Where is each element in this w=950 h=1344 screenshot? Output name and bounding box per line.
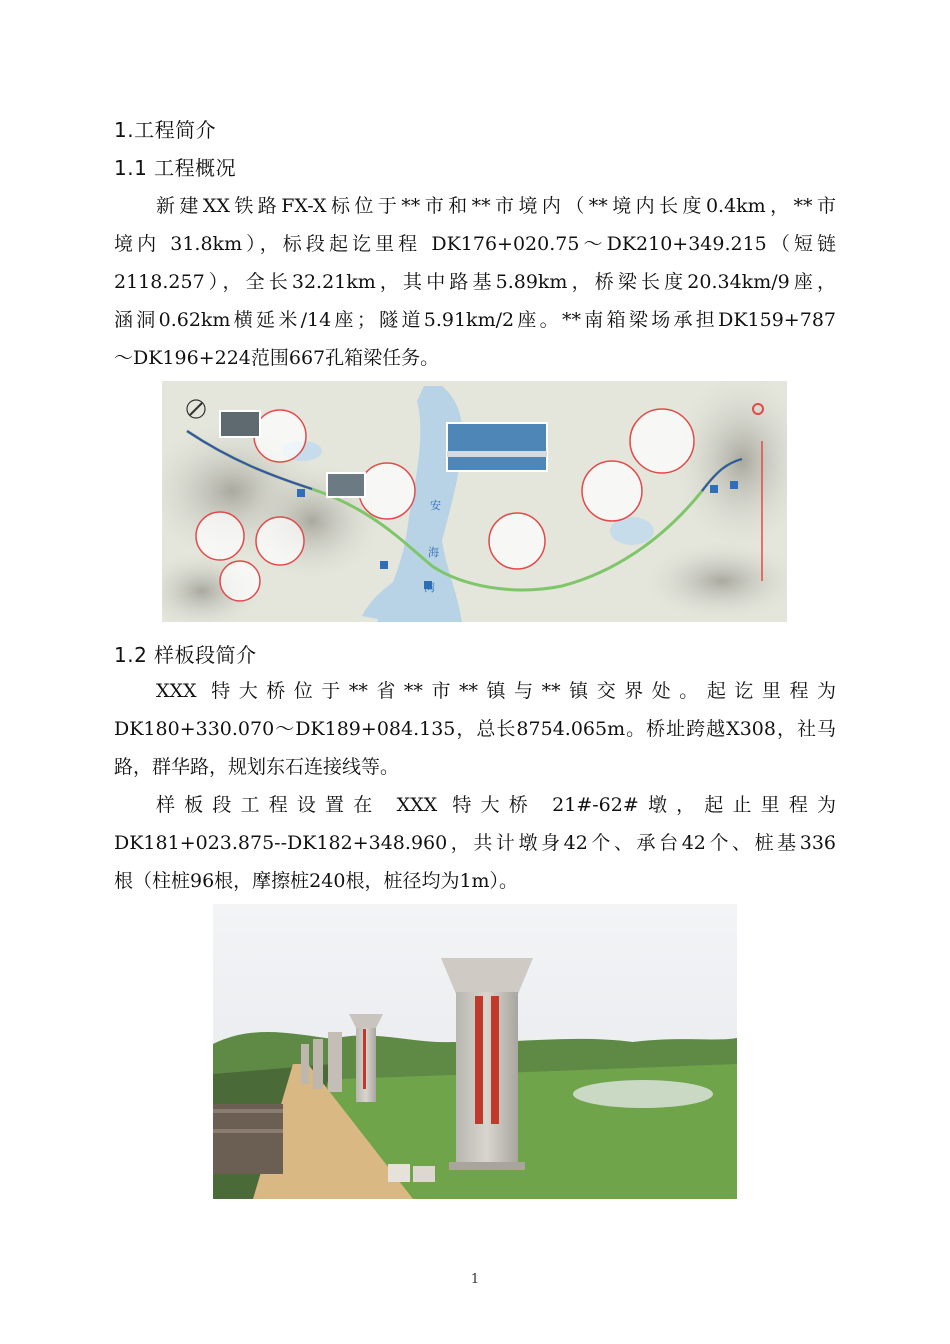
bridge-intro-line: XXX 特大桥位于**省**市**镇与**镇交界处。起讫里程为 [156, 680, 836, 702]
section-heading-1-1: 1.1 工程概况 [114, 156, 237, 180]
pier-construction-photo [213, 904, 737, 1199]
bridge-intro-paragraph [114, 672, 836, 786]
route-map-image [162, 381, 787, 622]
sample-section-line: 根（柱桩96根，摩擦桩240根，桩径均为1m）。 [114, 870, 519, 892]
overview-line: 2118.257），全长32.21km，其中路基5.89km，桥梁长度20.34km/9座， [114, 271, 836, 293]
section-heading-1-2: 1.2 样板段简介 [114, 643, 257, 667]
overview-paragraph [114, 187, 836, 377]
bridge-intro-line: DK180+330.070～DK189+084.135，总长8754.065m。桥址跨越X308，社马 [114, 718, 836, 740]
overview-line: 新建XX铁路FX-X标位于**市和**市境内（**境内长度0.4km，**市 [156, 195, 836, 217]
map-label-bay-1: 安 [430, 499, 441, 512]
map-label-bay-3: 湾 [424, 581, 435, 594]
section-heading-1: 1.工程简介 [114, 118, 217, 142]
overview-line: ～DK196+224范围667孔箱梁任务。 [114, 347, 440, 369]
overview-line: 涵洞0.62km横延米/14座；隧道5.91km/2座。**南箱梁场承担DK159+787 [114, 309, 836, 331]
map-label-bay-2: 海 [428, 546, 439, 559]
page-number: 1 [470, 1272, 480, 1287]
sample-section-paragraph [114, 786, 836, 900]
overview-line: 境内 31.8km），标段起讫里程 DK176+020.75～DK210+349.215（短链 [114, 233, 836, 255]
bridge-intro-line: 路，群华路，规划东石连接线等。 [114, 756, 400, 778]
sample-section-line: DK181+023.875--DK182+348.960，共计墩身42个、承台42个、桩基336 [114, 832, 836, 854]
sample-section-line: 样板段工程设置在 XXX 特大桥 21#-62#墩，起止里程为 [156, 794, 836, 816]
